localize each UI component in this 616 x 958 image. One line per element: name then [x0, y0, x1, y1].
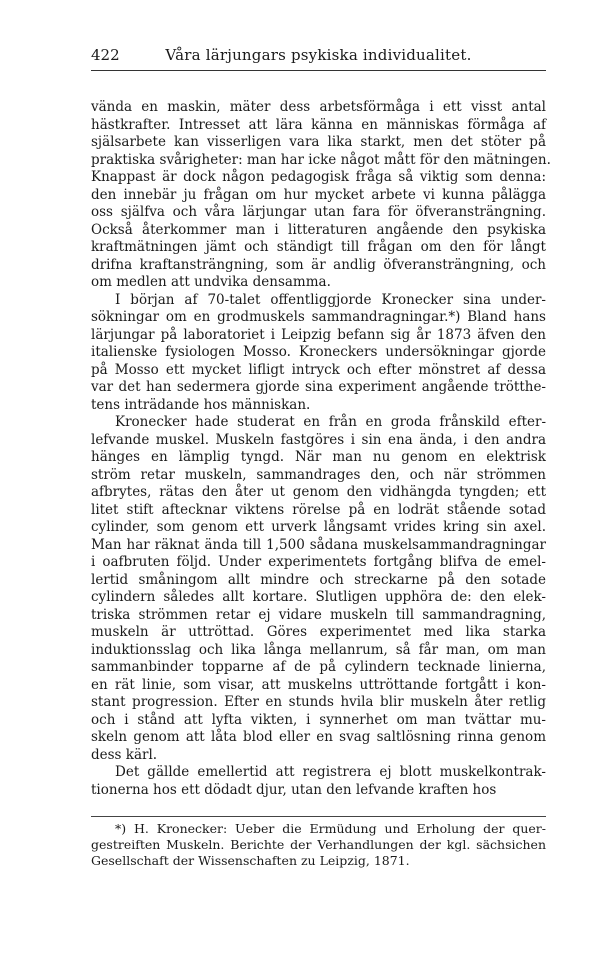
text-line: lertid småningom allt mindre och streckarne på den sotade [91, 571, 546, 588]
text-line: Också återkommer man i litteraturen angående den psykiska [91, 221, 546, 238]
footnote-line: *) H. Kronecker: Ueber die Ermüdung und Erholung der quer- [115, 821, 546, 836]
text-line: skeln genom att låta blod eller en svag saltlösning rinna genom [91, 729, 546, 745]
footnotes [91, 821, 546, 869]
text-line: induktionsslag och lika långa mellanrum, så får man, om man [91, 641, 546, 658]
text-line: och i stånd att lyfta vikten, i synnerhet om man tvättar mu- [91, 711, 546, 728]
body-text [91, 99, 551, 799]
footnote-rule [91, 816, 546, 817]
text-line: den innebär ju frågan om hur mycket arbete vi kunna pålägga [91, 186, 546, 203]
text-line: Man har räknat ända till 1,500 sådana muskelsammandragningar [91, 536, 546, 553]
text-line: stant progression. Efter en stunds hvila blir muskeln åter retlig [91, 694, 546, 710]
book-page [91, 46, 551, 869]
text-line: kraftmätningen jämt och ständigt till frågan om den för långt [91, 239, 546, 255]
text-line: muskeln är uttröttad. Göres experimentet med lika starka [91, 624, 546, 640]
text-line: om medlen att undvika densamma. [91, 274, 331, 290]
text-line: hästkrafter. Intresset att lära känna en människas förmåga af [91, 116, 546, 133]
text-line: Kronecker hade studerat en från en groda frånskild efter- [115, 414, 546, 430]
text-line: tionerna hos ett dödadt djur, utan den lefvande kraften hos [91, 781, 497, 798]
text-line: oss själfva och våra lärjungar utan fara för öfveransträngning. [91, 204, 546, 220]
page-header [91, 46, 546, 68]
text-line: italienske fysiologen Mosso. Kroneckers undersökningar gjorde [91, 344, 546, 360]
text-line: dess kärl. [91, 746, 158, 763]
footnote-line: Gesellschaft der Wissenschaften zu Leipzig, 1871. [91, 853, 410, 868]
text-line: lefvande muskel. Muskeln fastgöres i sin ena ända, i den andra [91, 431, 546, 448]
text-line: själsarbete kan visserligen vara lika starkt, men det stöter på [91, 134, 546, 150]
text-line: litet stift aftecknar viktens rörelse på en lodrät stående sotad [91, 501, 546, 518]
text-line: en rät linie, som visar, att muskelns uttröttande fortgått i kon- [91, 676, 546, 693]
text-line: cylinder, som genom ett urverk långsamt vrides kring sin axel. [91, 519, 546, 535]
text-line: var det han sedermera gjorde sina experiment angående trötthe- [91, 379, 546, 395]
text-line: triska strömmen retar ej vidare muskeln till sammandragning, [91, 606, 546, 623]
text-line: Det gällde emellertid att registrera ej blott muskelkontrak- [115, 764, 546, 780]
text-line: på Mosso ett mycket lifligt intryck och efter mönstret af dessa [91, 361, 546, 378]
footnote-line: gestreiften Muskeln. Berichte der Verhandlungen der kgl. sächsichen [91, 837, 546, 852]
text-line: Knappast är dock någon pedagogisk fråga så viktig som denna: [91, 169, 546, 185]
text-line: i oafbruten följd. Under experimentets fortgång blifva de emel- [91, 554, 546, 570]
text-line: vända en maskin, mäter dess arbetsförmåga i ett visst antal [91, 99, 546, 115]
text-line: praktiska svårigheter: man har icke något mått för den mätningen. [91, 151, 551, 168]
header-rule [91, 70, 546, 71]
text-line: sammanbinder topparne af de på cylindern tecknade linierna, [91, 659, 546, 675]
text-line: tens inträdande hos människan. [91, 396, 311, 413]
text-line: I början af 70-talet offentliggjorde Kronecker sina under- [115, 291, 546, 308]
text-line: sökningar om en grodmuskels sammandragningar.*) Bland hans [91, 309, 546, 325]
text-line: lärjungar på laboratoriet i Leipzig befann sig år 1873 äfven den [91, 326, 546, 343]
text-line: hänges en lämplig tyngd. När man nu genom en elektrisk [91, 449, 546, 465]
text-line: afbrytes, rätas den åter ut genom den vidhängda tyngden; ett [91, 484, 546, 500]
text-line: cylindern således allt kortare. Slutligen upphöra de: den elek- [91, 589, 546, 605]
page-number: 422 [91, 46, 120, 64]
text-line: ström retar muskeln, sammandrages den, och när strömmen [91, 466, 546, 483]
running-title: Våra lärjungars psykiska individualitet. [165, 46, 472, 64]
text-line: drifna kraftansträngning, som är andlig öfveransträngning, och [91, 256, 546, 273]
